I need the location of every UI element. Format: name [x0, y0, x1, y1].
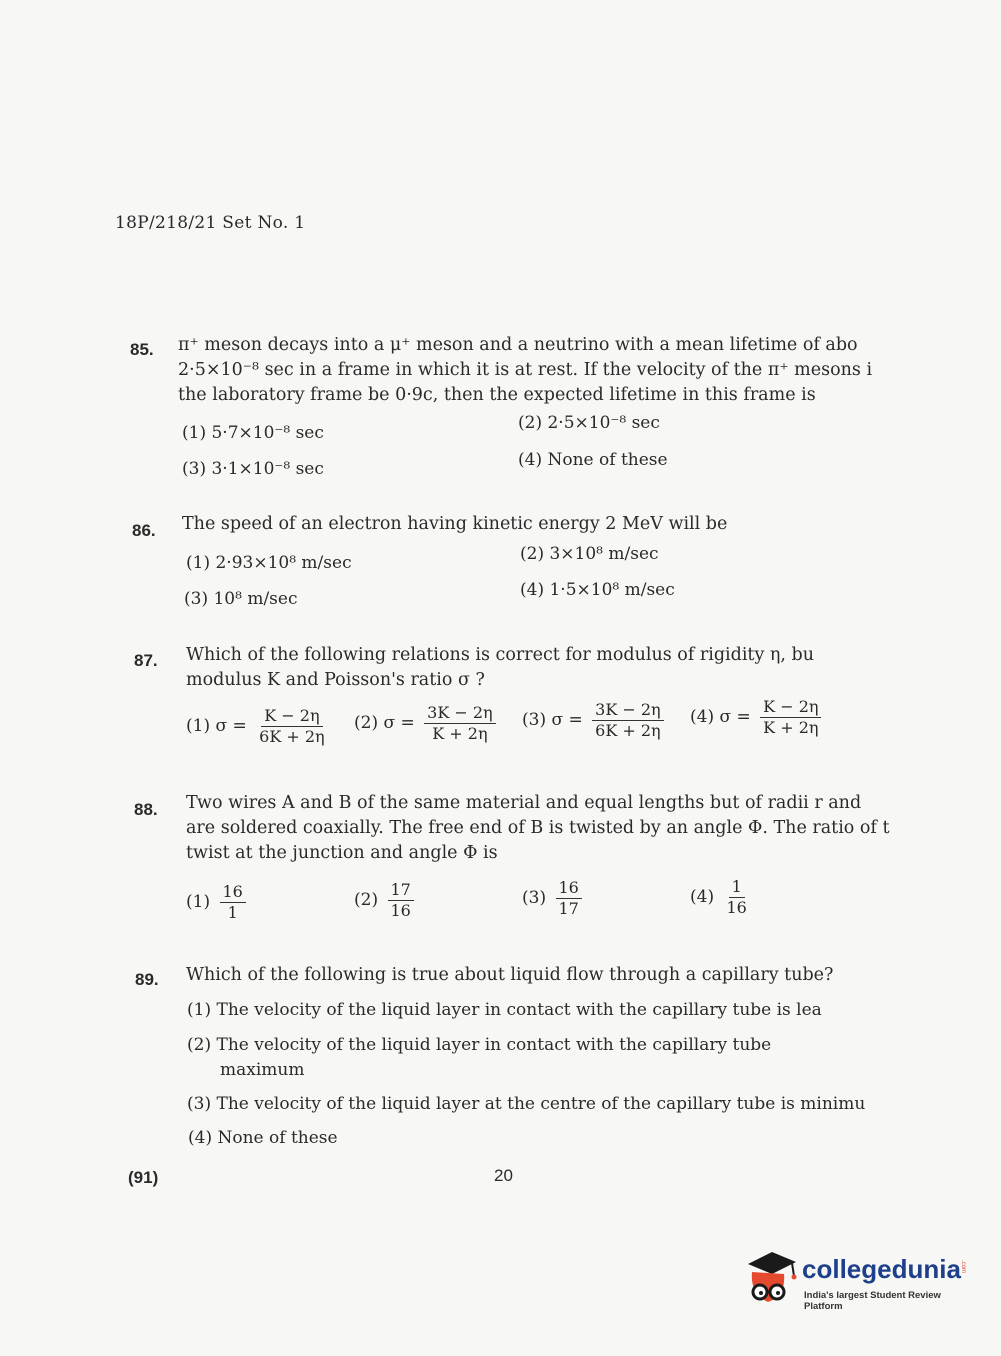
option-3: (3) 3·1×10⁻⁸ sec [182, 459, 324, 479]
set-code-header: 18P/218/21 Set No. 1 [115, 213, 306, 233]
brand-suffix: .com [960, 1260, 966, 1274]
option-2: (2) The velocity of the liquid layer in contact with the capillary tube [187, 1035, 772, 1055]
option-2-continued: maximum [220, 1060, 305, 1080]
option-label: (1) σ = [186, 716, 247, 736]
numerator: K − 2η [261, 706, 322, 727]
option-label: (1) [186, 892, 211, 912]
option-4 [690, 877, 750, 918]
denominator: K + 2η [432, 724, 488, 743]
numerator: 16 [556, 878, 582, 899]
option-1: (1) 2·93×10⁸ m/sec [186, 553, 352, 573]
brand-name: collegedunia [802, 1254, 961, 1284]
fraction [388, 880, 414, 921]
option-1: (1) The velocity of the liquid layer in contact with the capillary tube is lea [187, 1000, 822, 1020]
option-1: (1) 5·7×10⁻⁸ sec [182, 423, 324, 443]
option-label: (2) [354, 890, 379, 910]
question-line: are soldered coaxially. The free end of B is twisted by an angle Φ. The ratio of t [186, 818, 890, 838]
brand-tagline: India's largest Student Review Platform [804, 1290, 941, 1312]
option-2: (2) 2·5×10⁻⁸ sec [518, 413, 660, 433]
fraction [256, 706, 327, 747]
denominator: 16 [726, 898, 747, 917]
question-line: Two wires A and B of the same material and equal lengths but of radii r and [186, 793, 862, 813]
numerator: 16 [220, 882, 246, 903]
option-4: (4) 1·5×10⁸ m/sec [520, 580, 675, 600]
denominator: 6K + 2η [595, 721, 661, 740]
option-4: (4) None of these [518, 450, 668, 470]
question-line: modulus K and Poisson's ratio σ ? [186, 670, 485, 690]
numerator: 3K − 2η [592, 700, 663, 721]
option-label: (4) σ = [690, 707, 751, 727]
option-label: (2) σ = [354, 713, 415, 733]
denominator: 6K + 2η [259, 727, 325, 746]
question-line: Which of the following relations is correct for modulus of rigidity η, bu [186, 645, 814, 665]
denominator: 17 [558, 899, 579, 918]
option-label: (3) σ = [522, 710, 583, 730]
option-label: (4) [690, 887, 715, 907]
student-mascot-icon [742, 1250, 798, 1312]
fraction [556, 878, 582, 919]
option-label: (3) [522, 888, 547, 908]
fraction [220, 882, 246, 923]
option-4 [690, 697, 821, 738]
numerator: 17 [388, 880, 414, 901]
fraction [760, 697, 821, 738]
option-3: (3) 10⁸ m/sec [184, 589, 298, 609]
collegedunia-logo [742, 1250, 972, 1320]
option-1 [186, 882, 246, 923]
option-2 [354, 703, 496, 744]
denominator: K + 2η [763, 718, 819, 737]
question-line: The speed of an electron having kinetic energy 2 MeV will be [182, 514, 728, 534]
option-3: (3) The velocity of the liquid layer at the centre of the capillary tube is minimu [187, 1094, 866, 1114]
denominator: 16 [390, 901, 411, 920]
fraction [424, 703, 495, 744]
option-3 [522, 878, 582, 919]
option-2 [354, 880, 414, 921]
question-number: 89. [135, 970, 159, 989]
numerator: 1 [729, 877, 745, 898]
numerator: K − 2η [760, 697, 821, 718]
fraction [724, 877, 750, 918]
question-number: 88. [134, 800, 158, 819]
option-1 [186, 706, 328, 747]
paper-code-footer: (91) [128, 1168, 159, 1187]
question-number: 87. [134, 651, 158, 670]
question-line: twist at the junction and angle Φ is [186, 843, 498, 863]
question-line: 2·5×10⁻⁸ sec in a frame in which it is at rest. If the velocity of the π⁺ mesons i [178, 360, 873, 380]
question-line: Which of the following is true about liquid flow through a capillary tube? [186, 965, 834, 985]
question-number: 85. [130, 340, 154, 359]
question-line: π⁺ meson decays into a μ⁺ meson and a neutrino with a mean lifetime of abo [178, 335, 858, 355]
page-number: 20 [494, 1166, 513, 1185]
question-line: the laboratory frame be 0·9c, then the expected lifetime in this frame is [178, 385, 816, 405]
option-4: (4) None of these [188, 1128, 338, 1148]
numerator: 3K − 2η [424, 703, 495, 724]
question-number: 86. [132, 521, 156, 540]
option-3 [522, 700, 664, 741]
fraction [592, 700, 663, 741]
denominator: 1 [227, 903, 238, 922]
option-2: (2) 3×10⁸ m/sec [520, 544, 659, 564]
